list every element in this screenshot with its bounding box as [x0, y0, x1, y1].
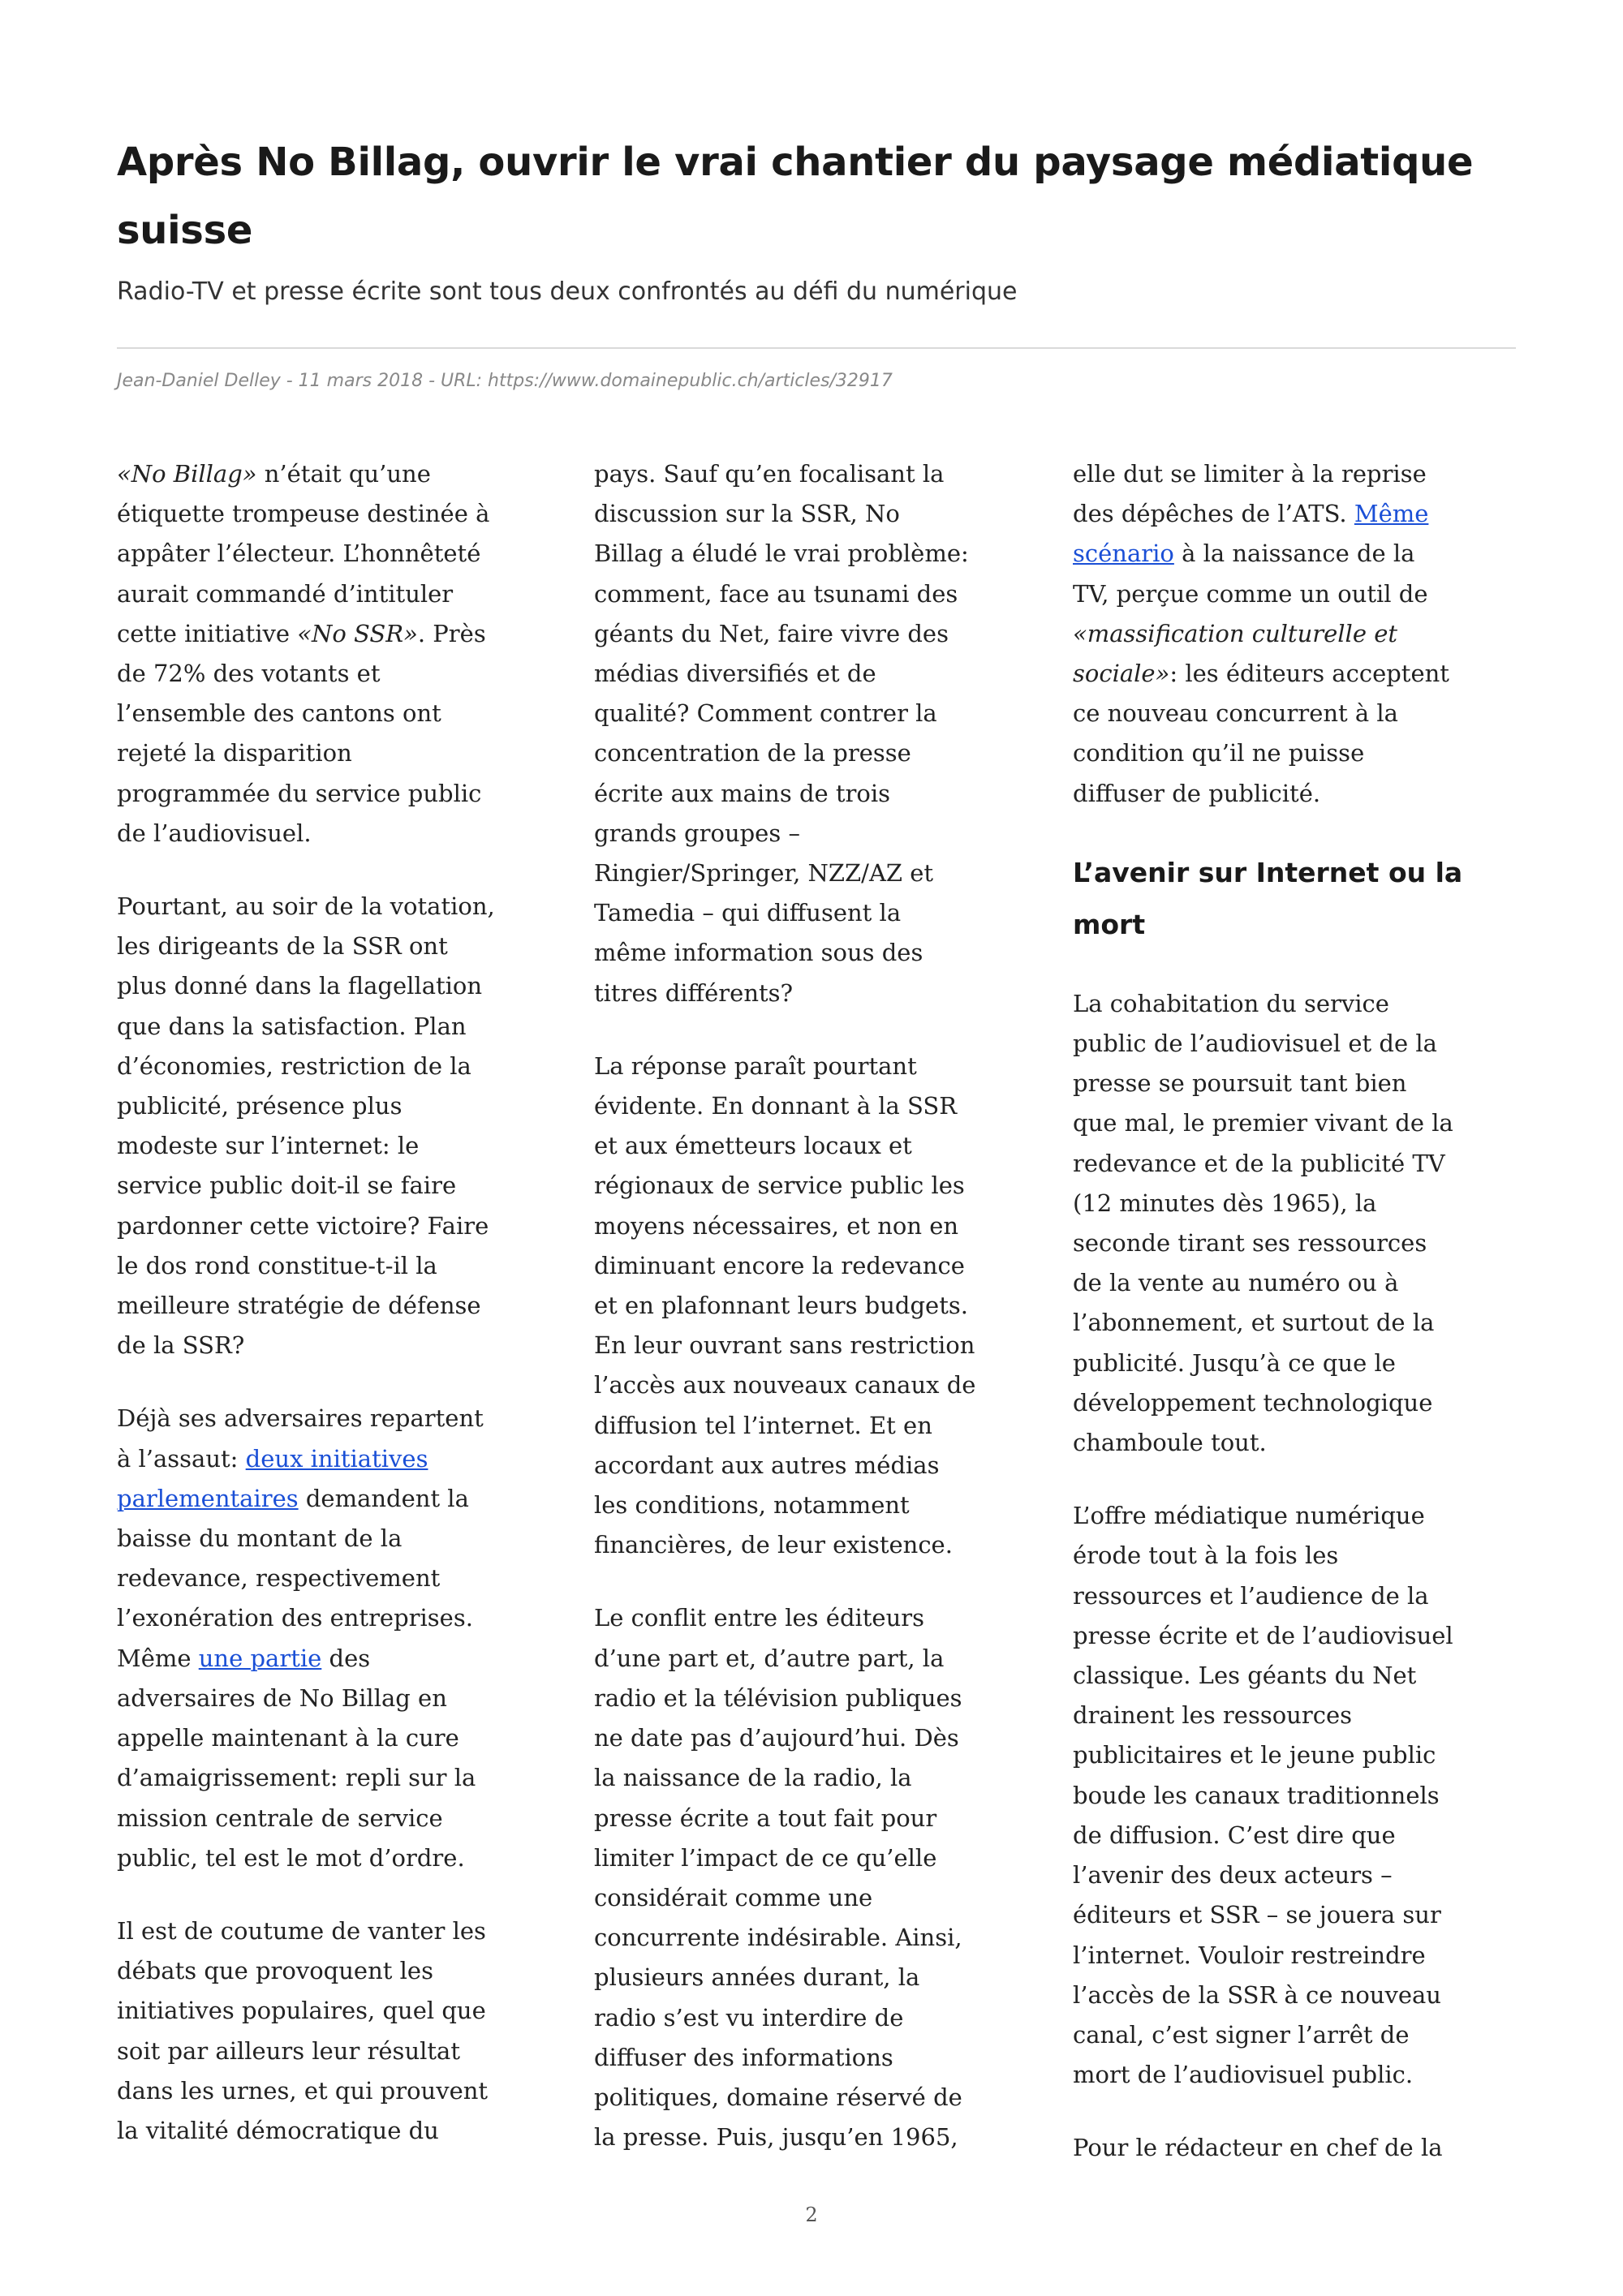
- paragraph: La réponse paraît pourtant évidente. En donnant à la SSR et aux émetteurs locaux et régionaux de service public les moyens nécessaires, et non en diminuant encore la redevance et en plafonnant leurs budgets. En leur ouvrant sans restriction l’accès aux nouveaux canaux de diffusion tel l’internet. Et en accordant aux autres médias les conditions, notamment financières, de leur existence.: [594, 1051, 976, 1559]
- paragraph: La cohabitation du service public de l’audiovisuel et de la presse se poursuit tant bien que mal, le premier vivant de la redevance et de la publicité TV (12 minutes dès 1965), la seconde tirant ses ressources de la vente au numéro ou à l’abonnement, et surtout de la publicité. Jusqu’à ce que le développement technologique chamboule tout.: [1073, 989, 1453, 1457]
- link-deux-initiatives[interactable]: deux initiatives: [245, 1444, 428, 1473]
- paragraph: Le conflit entre les éditeurs d’une part et, d’autre part, la radio et la télévision publiques ne date pas d’aujourd’hui. Dès la naissance de la radio, la presse écrite a tout fait pour limiter l’impact de ce qu’elle considérait comme une concurrente indésirable. Ainsi, plusieurs années durant, la radio s’est vu interdire de diffuser des informations politiques, domaine réservé de la presse. Puis, jusqu’en 1965,: [594, 1604, 962, 2152]
- paragraph: L’offre médiatique numérique érode tout à la fois les ressources et l’audience de la presse écrite et de l’audiovisuel classique. Les géants du Net drainent les ressources publicitaires et le jeune public boude les canaux traditionnels de diffusion. C’est dire que l’avenir des deux acteurs – éditeurs et SSR – se jouera sur l’internet. Vouloir restreindre l’accès de la SSR à ce nouveau canal, c’est signer l’arrêt de mort de l’audiovisuel public.: [1073, 1502, 1453, 2089]
- page-number: 2: [805, 2204, 818, 2226]
- paragraph: pays. Sauf qu’en focalisant la discussion sur la SSR, No Billag a éludé le vrai problème: comment, face au tsunami des géants du Net, faire vivre des médias diversifiés et de qualité? Comment contrer la concentration de la presse écrite aux mains de trois grands groupes – Ringier/Springer, NZZ/AZ et Tamedia – qui diffusent la même information sous des titres différents?: [594, 460, 969, 1007]
- paragraph: Pour le rédacteur en chef de la: [1073, 2134, 1443, 2162]
- section-heading: L’avenir sur Internet ou la mort: [1073, 856, 1463, 940]
- subtitle: Radio-TV et presse écrite sont tous deux confrontés au défi du numérique: [117, 277, 1018, 306]
- paragraph: Il est de coutume de vanter les débats que provoquent les initiatives populaires, quel que soit par ailleurs leur résultat dans les urnes, et qui prouvent la vitalité démocratique du: [117, 1916, 489, 2144]
- link-deux-initiatives[interactable]: parlementaires: [117, 1484, 299, 1512]
- paragraph: «No Billag» n’était qu’une étiquette trompeuse destinée à appâter l’électeur. L’honnêteté aurait commandé d’intituler cette initiative «No SSR». Près de 72% des votants et l’ensemble des cantons ont rejeté la disparition programmée du service public de l’audiovisuel.: [117, 460, 490, 847]
- paragraph: Déjà ses adversaires repartent à l’assaut: deux initiatives parlementaires demandent la baisse du montant de la redevance, respectivement l’exonération des entreprises. Même une partie des adversaires de No Billag en appelle maintenant à la cure d’amaigrissement: repli sur la mission centrale de service public, tel est le mot d’ordre.: [117, 1404, 484, 1872]
- text-column-1: [117, 454, 559, 2184]
- text-column-3: [1073, 454, 1515, 2202]
- text-column-2: [594, 454, 1036, 2191]
- article-meta: Jean-Daniel Delley - 11 mars 2018 - URL: https://www.domainepublic.ch/articles/32917: [117, 371, 893, 391]
- paragraph: elle dut se limiter à la reprise des dépêches de l’ATS. Même scénario à la naissance de la TV, perçue comme un outil de «massification culturelle et sociale»: les éditeurs acceptent ce nouveau concurrent à la condition qu’il ne puisse diffuser de publicité.: [1073, 460, 1449, 807]
- link-meme-scenario[interactable]: Même: [1354, 500, 1429, 528]
- divider: [117, 347, 1516, 349]
- link-meme-scenario[interactable]: scénario: [1073, 540, 1174, 568]
- link-une-partie[interactable]: une partie: [198, 1644, 322, 1672]
- page-title: Après No Billag, ouvrir le vrai chantier du paysage médiatique suisse: [117, 140, 1474, 253]
- paragraph: Pourtant, au soir de la votation, les dirigeants de la SSR ont plus donné dans la flagellation que dans la satisfaction. Plan d’économies, restriction de la publicité, présence plus modeste sur l’internet: le service public doit-il se faire pardonner cette victoire? Faire le dos rond constitue-t-il la meilleure stratégie de défense de la SSR?: [117, 892, 495, 1360]
